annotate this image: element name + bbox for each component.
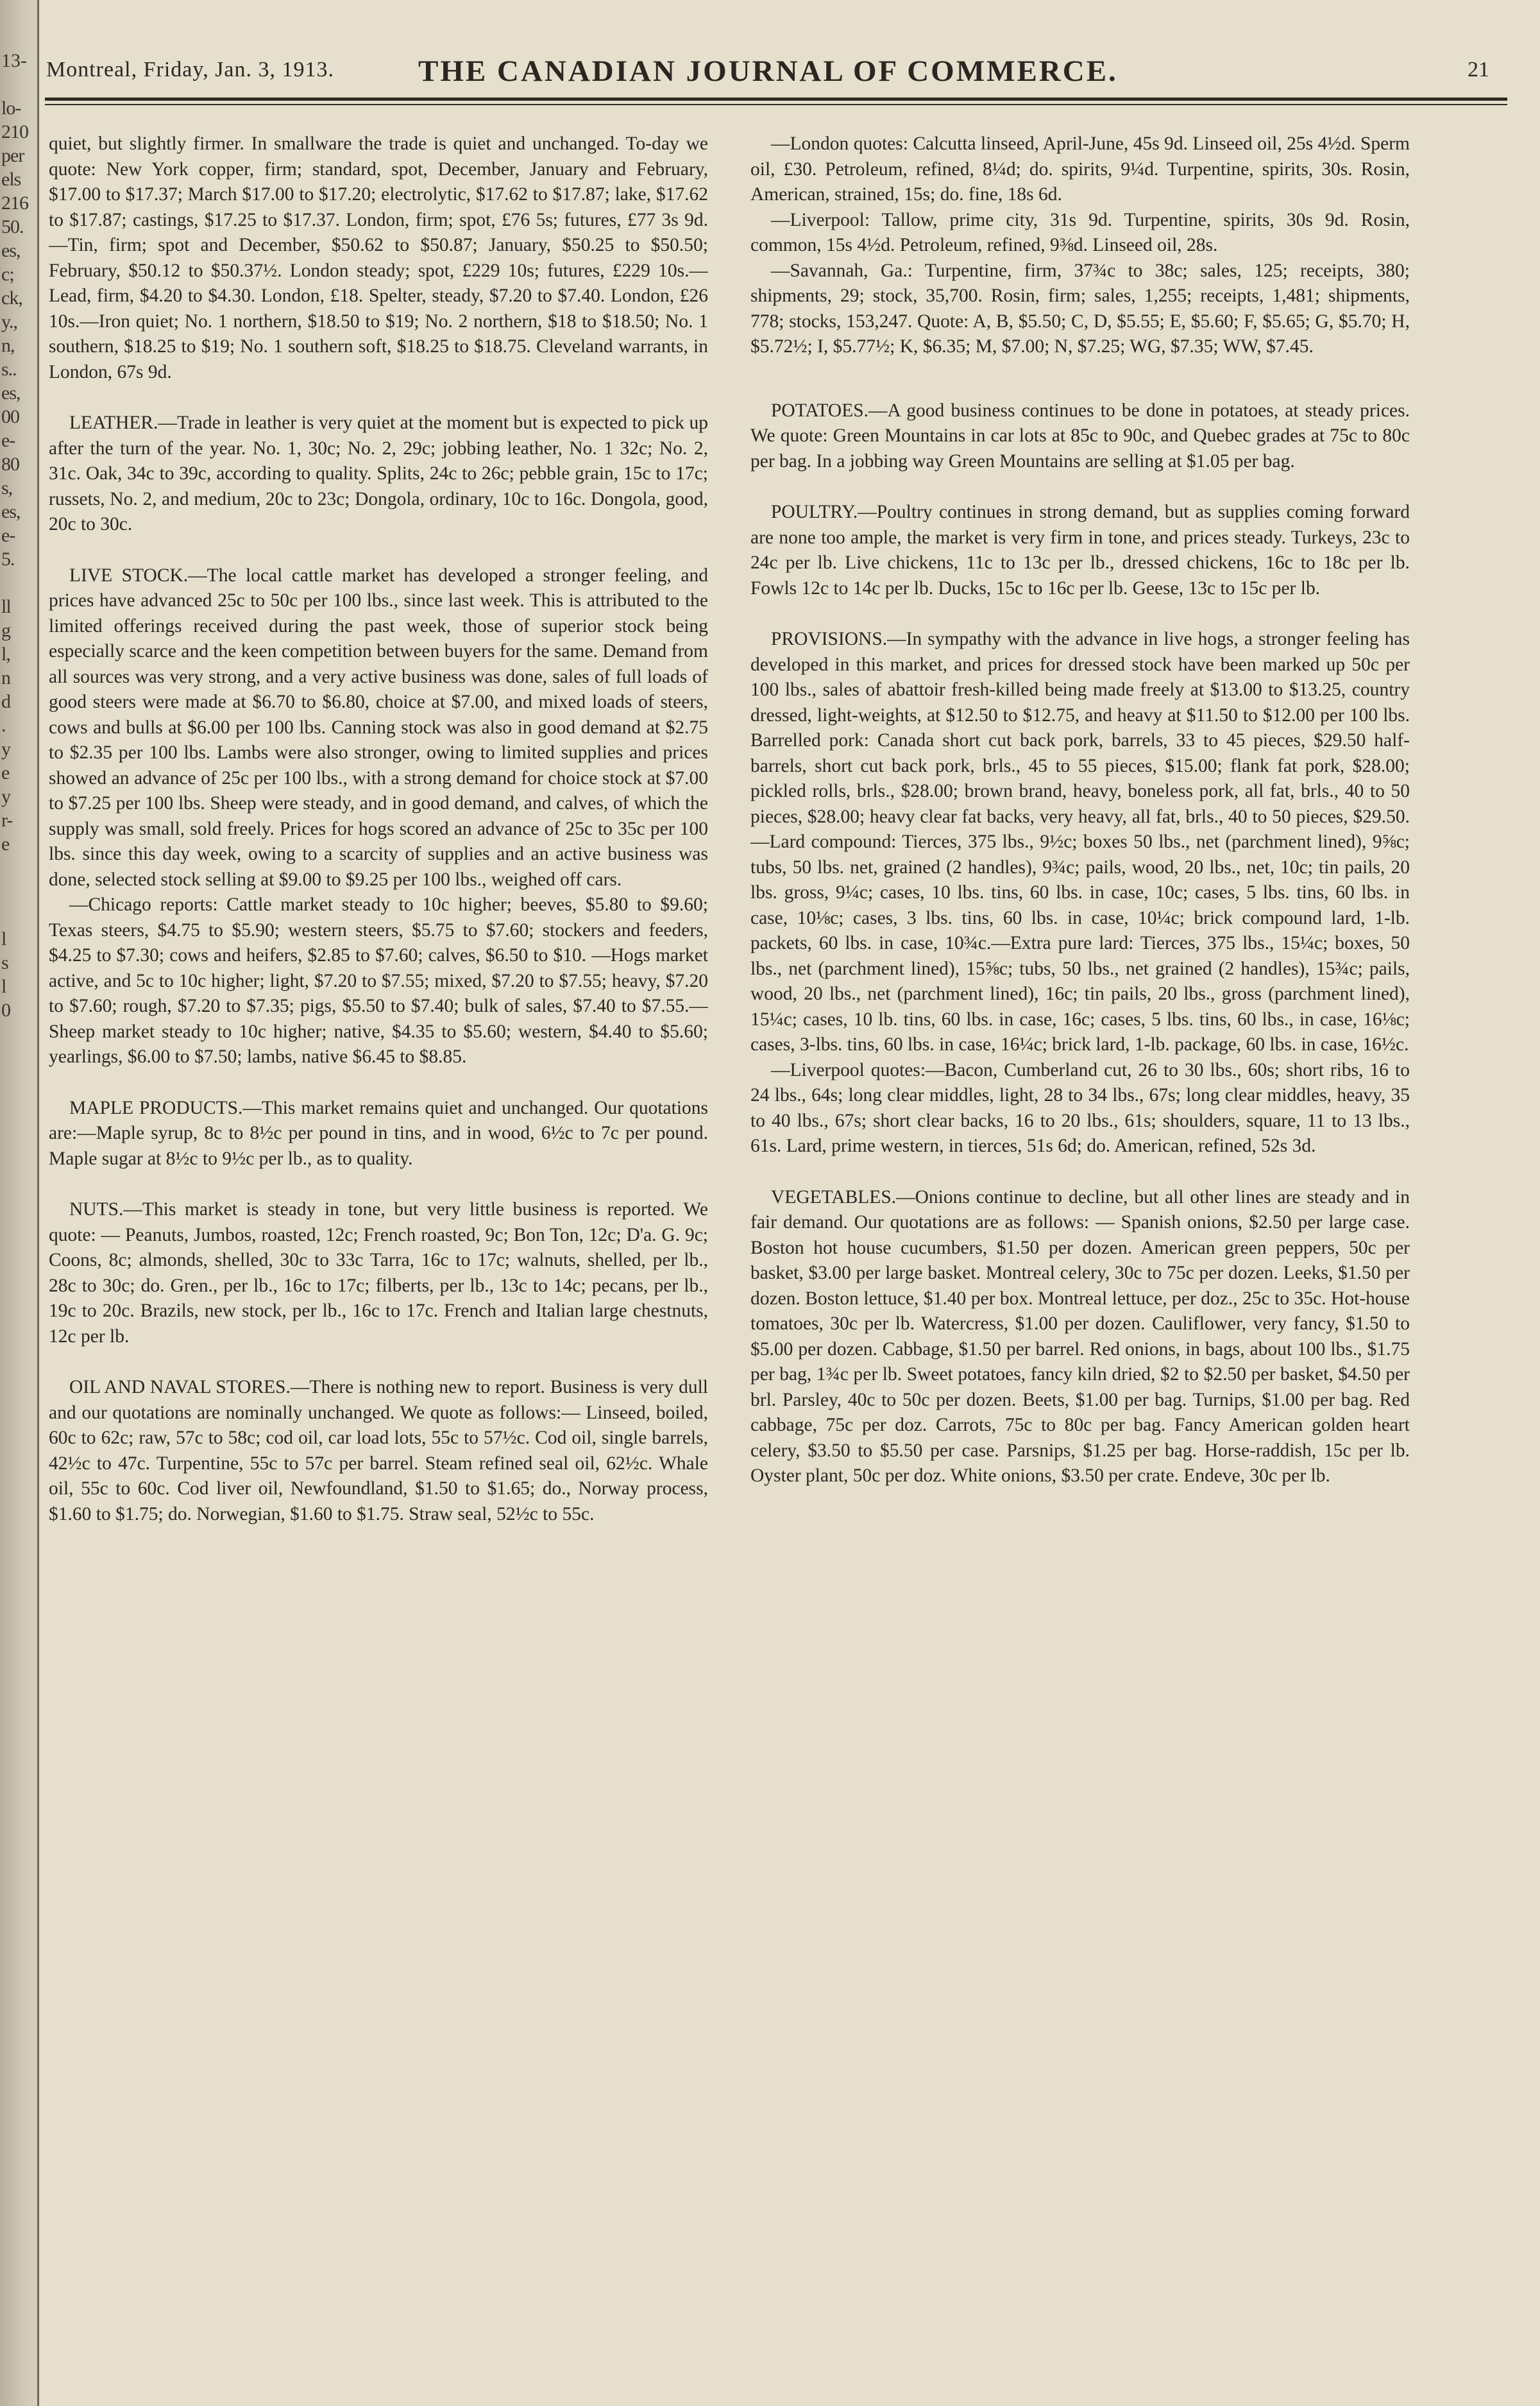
margin-fragment: s, (1, 477, 13, 499)
left-column (49, 132, 708, 2390)
margin-fragment (1, 903, 36, 927)
metals-continued-paragraph: quiet, but slightly firmer. In smallware the trade is quiet and unchanged. To-day we quote: New York copper, firm; standard, spot, December, January and February, $17.00 to $17.37; March $17.00 to $17.20; electrolytic, $17.62 to $17.87; lake, $17.62 to $17.87; castings, $17.25 to $17.37. London, firm; spot, £76 5s; futures, £77 3s 9d.—Tin, firm; spot and December, $50.62 to $50.87; January, $50.25 to $50.50; February, $50.12 to $50.37½. London steady; spot, £229 10s; futures, £229 10s.—Lead, firm, $4.20 to $4.30. London, £18. Spelter, steady, $7.20 to $7.40. London, £26 10s.—Iron quiet; No. 1 northern, $18.50 to $19; No. 2 northern, $18 to $18.50; No. 1 southern, $18.25 to $19; No. 1 southern soft, $18.25 to $18.75. Cleveland warrants, in London, 67s 9d. (49, 133, 708, 382)
live-stock-section: LIVE STOCK.—The local cattle market has developed a stronger feeling, and prices have advanced 25c to 50c per 100 lbs., since last week. This is attributed to the limited offerings received during the past week, those of superior stock being especially scarce and the keen competition between buyers for the same. Demand from all sources was very strong, and a very active business was done, sales of full loads of good steers were made at $6.70 to $6.80, choice at $7.00, and mixed loads of steers, cows and bulls at $6.00 per 100 lbs. Canning stock was also in good demand at $2.75 to $2.35 per 100 lbs. Lambs were also stronger, owing to limited supplies and prices showed an advance of 25c per 100 lbs., with a strong demand for choice stock at $7.00 to $7.25 per 100 lbs. Sheep were steady, and in good demand, and calves, of which the supply was small, sold freely. Prices for hogs scored an advance of 25c to 35c per 100 lbs. since this day week, owing to a scarcity of supplies and an active business was done, selected stock selling at $9.00 to $9.25 per 100 lbs., weighed off cars. (49, 565, 708, 890)
margin-fragment: l (1, 928, 6, 950)
margin-fragment: 5. (1, 549, 15, 570)
margin-fragment (1, 571, 36, 595)
margin-fragment: e (1, 833, 10, 855)
maple-products-section: MAPLE PRODUCTS.—This market remains quiet and unchanged. Our quotations are:—Maple syrup, 8c to 8½c per pound in tins, and in wood, 6½c to 7c per pound. Maple sugar at 8½c to 9½c per lb., as to quality. (49, 1097, 708, 1169)
savannah-paragraph: —Savannah, Ga.: Turpentine, firm, 37¾c to 38c; sales, 125; receipts, 380; shipments, 29; stock, 35,700. Rosin, firm; sales, 1,255; receipts, 1,481; shipments, 778; stocks, 153,247. Quote: A, B, $5.50; C, D, $5.55; E, $5.60; F, $5.65; G, $5.70; H, $5.72½; I, $5.77½; K, $6.35; M, $7.00; N, $7.25; WG, $7.35; WW, $7.45. (750, 260, 1410, 357)
margin-fragment: r- (1, 810, 13, 831)
margin-fragment-top: 13- (1, 50, 27, 71)
margin-fragment: 216 (1, 192, 28, 214)
margin-fragment: c; (1, 264, 14, 285)
vegetables-section: VEGETABLES.—Onions continue to decline, but all other lines are steady and in fair demand. Our quotations are as follows: — Spanish onions, $2.50 per large case. Boston hot house cucumbers, $1.50 per dozen. American green peppers, 50c per basket, $3.00 per large basket. Montreal celery, 30c to 75c per dozen. Leeks, $1.50 per dozen. Boston lettuce, $1.40 per box. Montreal lettuce, per doz., 25c to 35c. Hot-house tomatoes, 30c per lb. Watercress, $1.00 per dozen. Cauliflower, very fancy, $1.50 to $5.00 per dozen. Cabbage, $1.50 per barrel. Red onions, in bags, about 100 lbs., $1.75 per bag, 1¾c per lb. Sweet potatoes, fancy kiln dried, $2 to $2.50 per basket, $4.50 per brl. Parsley, 40c to 50c per dozen. Beets, $1.00 per bag. Turnips, $1.00 per bag. Red cabbage, 75c per doz. Carrots, 75c to 80c per bag. Fancy American golden heart celery, $3.50 to $5.50 per case. Parsnips, $1.25 per bag. Horse-raddish, 15c per lb. Oyster plant, 50c per doz. White onions, $3.50 per crate. Endeve, 30c per lb. (750, 1186, 1410, 1486)
margin-fragment: els (1, 169, 21, 190)
margin-fragment: y (1, 786, 10, 807)
chicago-reports-paragraph: —Chicago reports: Cattle market steady to 10c higher; beeves, $5.80 to $9.60; Texas steers, $4.75 to $5.90; western steers, $5.75 to $7.60; stockers and feeders, $4.25 to $7.30; cows and heifers, $2.85 to $7.60; calves, $6.50 to $10. —Hogs market active, and 5c to 10c higher; light, $7.20 to $7.55; mixed, $7.20 to $7.55; heavy, $7.20 to $7.60; rough, $7.20 to $7.35; pigs, $5.50 to $7.40; bulk of sales, $7.40 to $7.55.—Sheep market steady to 10c higher; native, $4.35 to $5.60; western, $4.40 to $5.60; yearlings, $6.00 to $7.50; lambs, native $6.45 to $8.85. (49, 894, 708, 1067)
margin-fragment: l (1, 976, 6, 997)
right-column (750, 132, 1410, 2390)
margin-fragment: ll (1, 596, 11, 617)
margin-fragment (1, 880, 36, 903)
margin-fragment: 210 (1, 121, 28, 142)
leather-section: LEATHER.—Trade in leather is very quiet at the moment but is expected to pick up after the turn of the year. No. 1, 30c; No. 2, 29c; jobbing leather, No. 1 32c; No. 2, 31c. Oak, 34c to 39c, according to quality. Splits, 24c to 26c; pebble grain, 15c to 17c; russets, No. 2, and medium, 20c to 23c; Dongola, ordinary, 10c to 16c. Dongola, good, 20c to 30c. (49, 413, 708, 534)
nuts-section: NUTS.—This market is steady in tone, but very little business is reported. We quote: — Peanuts, Jumbos, roasted, 12c; French roasted, 9c; Bon Ton, 12c; D'a. G. 9c; Coons, 8c; almonds, shelled, 30c to 33c Tarra, 16c to 17c; walnuts, shelled, per lb., 28c to 30c; do. Gren., per lb., 16c to 17c; filberts, per lb., 13c to 14c; pecans, per lb., 19c to 20c. Brazils, new stock, per lb., 16c to 17c. French and Italian large chestnuts, 12c per lb. (49, 1199, 708, 1347)
margin-fragment-lines (1, 96, 36, 1022)
poultry-section: POULTRY.—Poultry continues in strong demand, but as supplies coming forward are none too ample, the market is very firm in tone, and prices steady. Turkeys, 23c to 24c per lb. Live chickens, 11c to 13c per lb., dressed chickens, 16c to 18c per lb. Fowls 12c to 14c per lb. Ducks, 15c to 16c per lb. Geese, 13c to 15c per lb. (750, 502, 1410, 599)
margin-fragment: y., (1, 311, 18, 332)
margin-fragment: l, (1, 644, 10, 665)
margin-fragment: 80 (1, 454, 19, 475)
page-header (46, 45, 1502, 96)
margin-fragment: es, (1, 382, 21, 404)
potatoes-section: POTATOES.—A good business continues to be done in potatoes, at steady prices. We quote: Green Mountains in car lots at 85c to 90c, and Quebec grades at 75c to 80c per bag. In a jobbing way Green Mountains are selling at $1.05 per bag. (750, 400, 1410, 472)
london-quotes-paragraph: —London quotes: Calcutta linseed, April-June, 45s 9d. Linseed oil, 25s 4½d. Sperm oil, £30. Petroleum, refined, 8¼d; do. spirits, 9¼d. Turpentine, spirits, 30s. Rosin, American, strained, 15s; do. fine, 18s 6d. (750, 133, 1410, 205)
margin-fragment: y (1, 738, 10, 760)
margin-fragment: lo- (1, 98, 21, 119)
liverpool-tallow-paragraph: —Liverpool: Tallow, prime city, 31s 9d. Turpentine, spirits, 30s 9d. Rosin, common, 15s 4½d. Petroleum, refined, 9⅜d. Linseed oil, 28s. (750, 209, 1410, 255)
margin-fragment: es, (1, 501, 21, 522)
margin-fragment (1, 856, 36, 880)
margin-fragment: n (1, 667, 10, 688)
header-rule-thin (45, 104, 1507, 105)
oil-naval-stores-section: OIL AND NAVAL STORES.—There is nothing new to report. Business is very dull and our quotations are nominally unchanged. We quote as follows:— Linseed, boiled, 60c to 62c; raw, 57c to 58c; cod oil, car load lots, 55c to 57½c. Cod oil, single barrels, 42½c to 47c. Turpentine, 55c to 57c per barrel. Steam refined seal oil, 62½c. Whale oil, 55c to 60c. Cod liver oil, Newfoundland, $1.50 to $1.65; do., Norway process, $1.60 to $1.75; do. Norwegian, $1.60 to $1.75. Straw seal, 52½c to 55c. (49, 1377, 708, 1524)
margin-fragment: . (1, 715, 6, 736)
margin-fragment: 0 (1, 1000, 10, 1021)
margin-fragment: g (1, 620, 10, 641)
margin-fragment: 00 (1, 406, 19, 427)
margin-fragment: n, (1, 335, 15, 356)
margin-fragment: e- (1, 430, 15, 451)
margin-fragment: es, (1, 240, 21, 261)
journal-title: THE CANADIAN JOURNAL OF COMMERCE. (418, 55, 1118, 88)
liverpool-quotes-paragraph: —Liverpool quotes:—Bacon, Cumberland cut, 26 to 30 lbs., 60s; short ribs, 16 to 24 lbs., 64s; long clear middles, light, 28 to 34 lbs., 67s; long clear middles, heavy, 35 to 40 lbs., 67s; short clear backs, 16 to 20 lbs., 61s; shoulders, square, 11 to 13 lbs., 61s. Lard, prime western, in tierces, 51s 6d; do. American, refined, 52s 3d. (750, 1059, 1410, 1156)
binding-gutter (0, 0, 39, 2406)
margin-fragment: per (1, 145, 24, 166)
margin-fragment: 50. (1, 216, 24, 237)
provisions-section: PROVISIONS.—In sympathy with the advance in live hogs, a stronger feeling has developed in this market, and prices for dressed stock have been marked up 50c per 100 lbs., sales of abattoir fresh-killed being made freely at $13.00 to $13.25, country dressed, light-weights, at $12.50 to $12.75, and heavy at $11.50 to $12.00 per 100 lbs. Barrelled pork: Canada short cut back pork, barrels, 33 to 45 pieces, $29.50 half-barrels, short cut back pork, brls., 45 to 55 pieces, $15.00; flank fat pork, $28.00; pickled rolls, brls., $28.00; brown brand, heavy, boneless pork, all fat, brls., 40 to 50 pieces, $28.00; heavy clear fat backs, very heavy, all fat, brls., 40 to 50 pieces, $29.50.—Lard compound: Tierces, 375 lbs., 9½c; boxes 50 lbs., net (parchment lined), 9⅝c; tubs, 50 lbs. net, grained (2 handles), 9¾c; pails, wood, 20 lbs., net, 10c; tin pails, 20 lbs. gross, 9¼c; cases, 10 lbs. tins, 60 lbs. in case, 10c; cases, 5 lbs. tins, 60 lbs. in case, 10⅛c; cases, 3 lbs. tins, 60 lbs. in case, 10¼c; brick compound lard, 1-lb. packets, 60 lbs. in case, 10¾c.—Extra pure lard: Tierces, 375 lbs., 15¼c; boxes, 50 lbs., net (parchment lined), 15⅝c; tubs, 50 lbs., net grained (2 handles), 15¾c; pails, wood, 20 lbs., net (parchment lined), 16c; tin pails, 20 lbs., gross (parchment lined), 15¼c; cases, 10 lb. tins, 60 lbs. in case, 16c; cases, 5 lbs. tins, 60 lbs., in case, 16⅛c; cases, 3-lbs. tins, 60 lbs. in case, 16¼c; brick lard, 1-lb. package, 60 lbs. in case, 16½c. (750, 629, 1410, 1055)
page-number: 21 (1468, 58, 1489, 81)
margin-fragment: e- (1, 525, 15, 546)
dateline: Montreal, Friday, Jan. 3, 1913. (46, 58, 335, 81)
margin-fragment: d (1, 691, 10, 712)
header-rule (45, 98, 1507, 101)
margin-fragment: ck, (1, 287, 22, 309)
margin-fragment: s.. (1, 359, 17, 380)
margin-fragment: e (1, 762, 10, 783)
margin-fragment: s (1, 952, 8, 973)
